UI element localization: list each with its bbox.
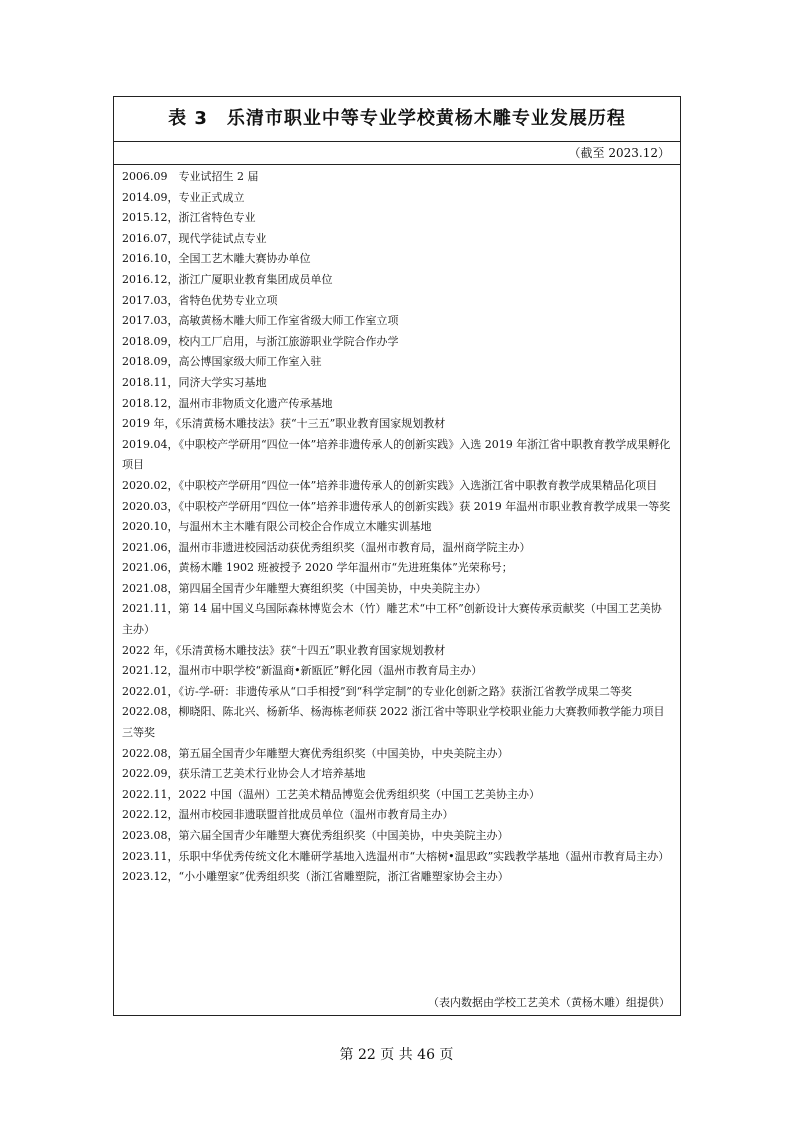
timeline-entry: 2018.09，高公博国家级大师工作室入驻: [122, 355, 322, 369]
timeline-entry: 2018.09，校内工厂启用，与浙江旅游职业学院合作办学: [122, 334, 399, 348]
timeline-entry: 2022.11，2022 中国（温州）工艺美术精品博览会优秀组织奖（中国工艺美协主办）: [122, 787, 540, 801]
timeline-entry: 2021.08，第四届全国青少年雕塑大赛组织奖（中国美协，中央美院主办）: [122, 581, 487, 595]
development-history-table: [113, 96, 681, 1016]
timeline-entry: 2016.10，全国工艺木雕大赛协办单位: [122, 252, 311, 266]
timeline-entry: 2022.08，第五届全国青少年雕塑大赛优秀组织奖（中国美协，中央美院主办）: [122, 746, 509, 760]
timeline-entry: 2021.06，温州市非遗进校园活动获优秀组织奖（温州市教育局，温州商学院主办）: [122, 540, 531, 554]
timeline-entry: 2018.12，温州市非物质文化遗产传承基地: [122, 396, 333, 410]
timeline-entry: 2020.10，与温州木主木雕有限公司校企合作成立木雕实训基地: [122, 520, 432, 534]
timeline-entry: 2023.08，第六届全国青少年雕塑大赛优秀组织奖（中国美协，中央美院主办）: [122, 829, 509, 842]
cutoff-date: （截至 2023.12）: [568, 146, 670, 160]
timeline-entry: 2014.09，专业正式成立: [122, 190, 245, 204]
timeline-entry: 2017.03，高敏黄杨木雕大师工作室省级大师工作室立项: [122, 314, 399, 328]
timeline-entry: 2022.12，温州市校园非遗联盟首批成员单位（温州市教育局主办）: [122, 808, 454, 822]
timeline-entry: 2021.11，第 14 届中国义乌国际森林博览会木（竹）雕艺术“中工杯”创新设计大赛传承贡献奖（中国工艺美协主办）: [122, 602, 662, 637]
timeline-list: [114, 165, 680, 888]
timeline-entry: 2022 年，《乐清黄杨木雕技法》获“十四五”职业教育国家规划教材: [122, 643, 446, 657]
timeline-entry: 2022.01，《访-学-研：非遗传承从“口手相授”到“科学定制”的专业化创新之路》获浙江省教学成果二等奖: [122, 684, 632, 698]
page-number: 第 22 页 共 46 页: [339, 1047, 454, 1063]
timeline-entry: 2022.08，柳晓阳、陈北兴、杨新华、杨海栋老师获 2022 浙江省中等职业学校职业能力大赛教师教学能力项目三等奖: [122, 705, 665, 740]
timeline-entry: 2021.06，黄杨木雕 1902 班被授予 2020 学年温州市“先进班集体”光荣称号；: [122, 561, 513, 575]
table-title: 表 3 乐清市职业中等专业学校黄杨木雕专业发展历程: [168, 108, 626, 129]
timeline-entry: 2018.11，同济大学实习基地: [122, 375, 267, 389]
timeline-entry: 2019.04，《中职校产学研用“四位一体”培养非遗传承人的创新实践》入选 2019 年浙江省中职教育教学成果孵化项目: [122, 437, 671, 472]
timeline-entry: 2023.11，乐职中华优秀传统文化木雕研学基地入选温州市“大榕树•温思政”实践教学基地（温州市教育局主办）: [122, 849, 670, 863]
timeline-entry: 2021.12，温州市中职学校“新温商•新瓯匠”孵化园（温州市教育局主办）: [122, 664, 483, 678]
timeline-entry: 2019 年，《乐清黄杨木雕技法》获“十三五”职业教育国家规划教材: [122, 417, 446, 431]
timeline-entry: 2020.03，《中职校产学研用“四位一体”培养非遗传承人的创新实践》获 2019 年温州市职业教育教学成果一等奖: [122, 499, 671, 513]
timeline-entry: 2016.07，现代学徒试点专业: [122, 231, 267, 245]
timeline-entry: 2016.12，浙江广厦职业教育集团成员单位: [122, 272, 333, 286]
timeline-entry: 2017.03，省特色优势专业立项: [122, 293, 278, 307]
table-footnote: （表内数据由学校工艺美术（黄杨木雕）组提供）: [428, 996, 670, 1009]
timeline-entry: 2006.09 专业试招生 2 届: [122, 170, 259, 183]
timeline-entry: 2020.02，《中职校产学研用“四位一体”培养非遗传承人的创新实践》入选浙江省中职教育教学成果精品化项目: [122, 478, 658, 492]
timeline-entry: 2023.12，“小小雕塑家”优秀组织奖（浙江省雕塑院，浙江省雕塑家协会主办）: [122, 870, 509, 884]
timeline-entry: 2015.12，浙江省特色专业: [122, 211, 256, 225]
timeline-entry: 2022.09，获乐清工艺美术行业协会人才培养基地: [122, 767, 366, 781]
